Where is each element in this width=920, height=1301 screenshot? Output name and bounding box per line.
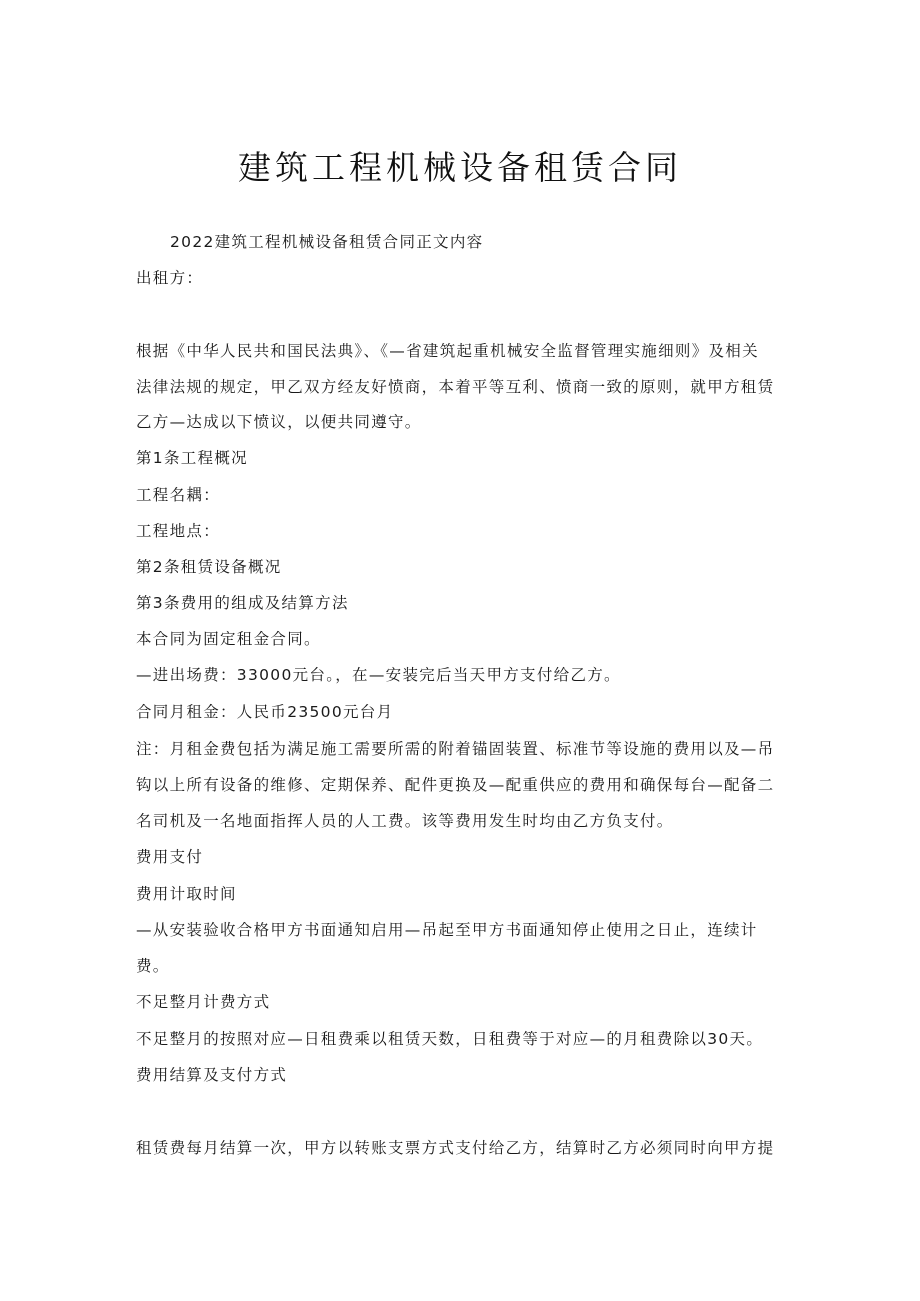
section-heading: 费用支付 bbox=[136, 848, 204, 866]
section-heading: 第1条工程概况 bbox=[136, 449, 248, 467]
paragraph-line: 法律法规的规定，甲乙双方经友好愤商，本着平等互利、愤商一致的原则，就甲方租赁 bbox=[136, 378, 775, 396]
paragraph-line: 租赁费每月结算一次，甲方以转账支票方式支付给乙方，结算时乙方必须同时向甲方提 bbox=[136, 1139, 775, 1157]
lessor-line: 出租方： bbox=[136, 269, 204, 287]
paragraph-line: 本合同为固定租金合同。 bbox=[136, 630, 321, 648]
paragraph-line: —从安装验收合格甲方书面通知启用—吊起至甲方书面通知停止使用之日止，连续计 bbox=[136, 921, 758, 939]
document-title: 建筑工程机械设备租赁合同 bbox=[238, 148, 682, 187]
section-heading: 费用计取时间 bbox=[136, 885, 237, 903]
paragraph-line: 根据《中华人民共和国民法典》、《—省建筑起重机械安全监督管理实施细则》及相关 bbox=[136, 342, 759, 360]
paragraph-line: 名司机及一名地面指挥人员的人工费。该等费用发生时均由乙方负支付。 bbox=[136, 812, 674, 830]
subtitle-line: 2022建筑工程机械设备租赁合同正文内容 bbox=[170, 233, 484, 251]
paragraph-line: 工程地点： bbox=[136, 522, 221, 540]
paragraph-line: —进出场费：33000元台。，在—安装完后当天甲方支付给乙方。 bbox=[136, 666, 621, 684]
paragraph-line: 乙方—达成以下愤议，以便共同遵守。 bbox=[136, 413, 422, 431]
section-heading: 不足整月计费方式 bbox=[136, 993, 271, 1011]
paragraph-line: 合同月租金：人民币23500元台月 bbox=[136, 703, 394, 721]
section-heading: 费用结算及支付方式 bbox=[136, 1066, 288, 1084]
paragraph-line: 注：月租金费包括为满足施工需要所需的附着锚固装置、标准节等设施的费用以及—吊 bbox=[136, 740, 775, 758]
section-heading: 第3条费用的组成及结算方法 bbox=[136, 594, 349, 612]
section-heading: 第2条租赁设备概况 bbox=[136, 558, 282, 576]
paragraph-line: 费。 bbox=[136, 957, 170, 975]
paragraph-line: 不足整月的按照对应—日租费乘以租赁天数，日租费等于对应—的月租费除以30天。 bbox=[136, 1030, 764, 1048]
paragraph-line: 钩以上所有设备的维修、定期保养、配件更换及—配重供应的费用和确保每台—配备二 bbox=[136, 776, 775, 794]
paragraph-line: 工程名耦： bbox=[136, 486, 221, 504]
